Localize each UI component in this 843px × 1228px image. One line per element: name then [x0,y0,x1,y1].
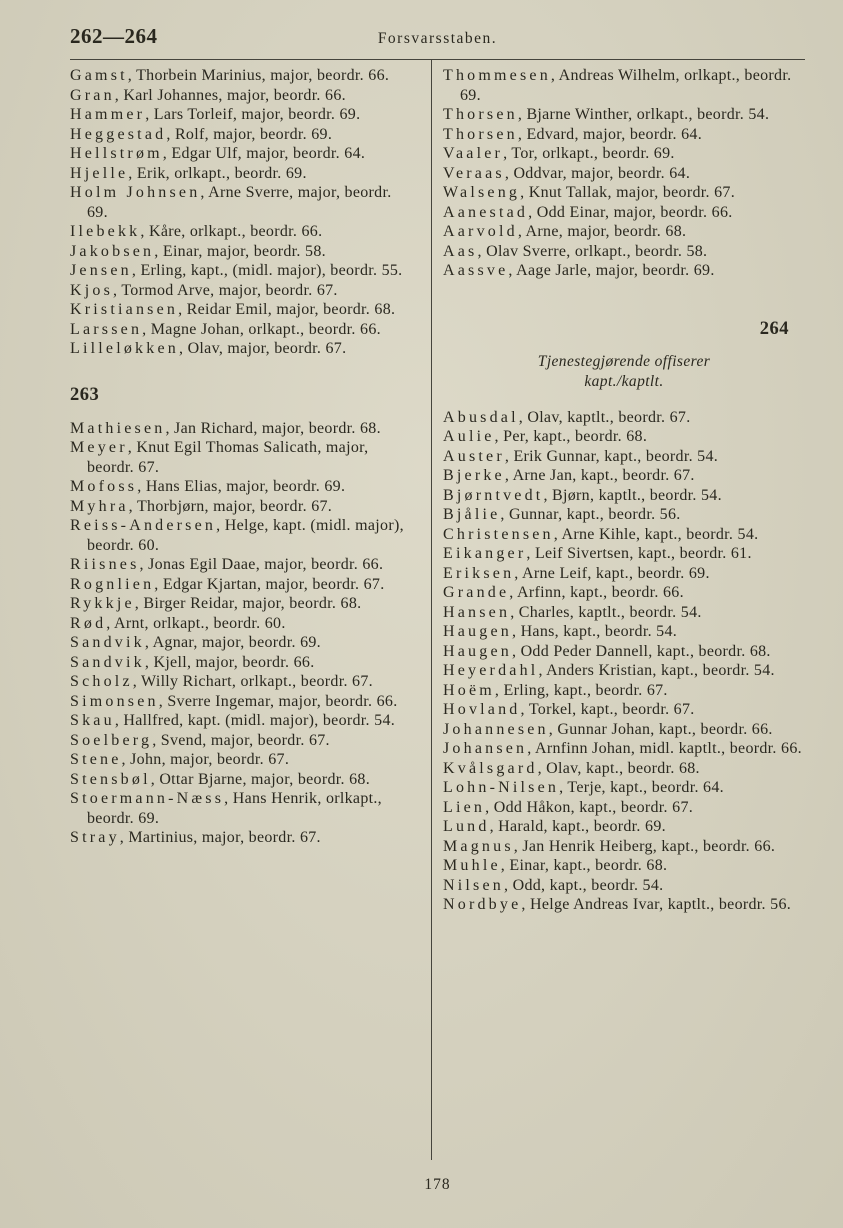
entry-details: , Willy Richart, orlkapt., beordr. 67. [132,673,373,690]
entry-surname: Scholz [70,673,133,690]
entry-details: , Olav Sverre, orlkapt., beordr. 58. [477,242,708,260]
register-entry [443,125,805,145]
register-entry [70,516,414,555]
register-entry [70,614,414,634]
page-number: 178 [424,1176,451,1193]
register-entry [70,281,414,301]
register-entry [443,837,805,857]
entry-surname: Hansen [443,603,511,621]
entry-surname: Kjos [70,281,114,299]
entry-details: , Leif Sivertsen, kapt., beordr. 61. [526,545,752,562]
entry-details: , Helge, kapt. (midl. major), beordr. 60. [87,517,404,554]
register-entry [443,105,805,125]
register-entry [70,300,414,320]
entry-surname: Haugen [443,642,512,660]
register-entry [443,203,805,223]
entry-surname: Johannesen [443,720,549,738]
entry-details: , Erik, orlkapt., beordr. 69. [128,164,307,182]
entry-surname: Eriksen [443,564,515,582]
entry-details: , Arne Kihle, kapt., beordr. 54. [553,525,759,543]
register-entry [443,739,805,759]
register-entry [443,817,805,837]
entry-details: , Helge Andreas Ivar, kaptlt., beordr. 56. [521,896,792,913]
entry-surname: Thommesen [443,67,551,84]
entry-surname: Bjålie [443,506,501,523]
entry-details: , Olav, major, beordr. 67. [178,340,347,357]
entry-surname: Jensen [70,262,132,279]
entry-surname: Stoermann-Næss [70,790,225,807]
register-entry [70,164,414,184]
register-entry [70,320,414,340]
entry-details: , Arne, major, beordr. 68. [517,223,687,240]
entry-details: , Odd Einar, major, beordr. 66. [528,203,733,221]
entry-surname: Simonsen [70,692,159,710]
entry-surname: Aarvold [443,223,518,240]
register-entry [70,339,414,359]
entry-surname: Eikanger [443,545,527,562]
register-entry [443,261,805,281]
section-heading-line2: kapt./kaptlt. [584,372,664,390]
entry-details: , Jan Henrik Heiberg, kapt., beordr. 66. [513,837,776,855]
entry-surname: Kvålsgard [443,759,538,777]
register-entry [443,505,805,525]
entry-details: , Knut Tallak, major, beordr. 67. [520,184,736,201]
register-entry [70,66,414,86]
entry-details: , Jan Richard, major, beordr. 68. [165,419,381,437]
register-entry [70,477,414,497]
register-entry [70,770,414,790]
entry-details: , Arne Sverre, major, beordr. 69. [87,184,392,221]
page-footer [70,1176,805,1194]
entry-details: , Lars Torleif, major, beordr. 69. [145,106,361,123]
register-entry [443,720,805,740]
entry-surname: Aulie [443,428,495,445]
entry-surname: Walseng [443,184,521,201]
entry-details: , Svend, major, beordr. 67. [152,731,330,749]
entry-list-263 [70,419,414,848]
entry-surname: Myhra [70,497,129,515]
entry-details: , John, major, beordr. 67. [121,751,290,768]
register-entry [70,419,414,439]
register-entry [443,661,805,681]
entry-details: , Arfinn, kapt., beordr. 66. [509,584,684,601]
entry-details: , Martinius, major, beordr. 67. [119,829,321,846]
entry-surname: Muhle [443,857,501,874]
register-entry [443,603,805,623]
register-entry [443,622,805,642]
entry-details: , Thorbjørn, major, beordr. 67. [128,497,333,515]
entry-details: , Arnt, orlkapt., beordr. 60. [106,614,286,632]
entry-details: , Arne Leif, kapt., beordr. 69. [514,564,710,582]
entry-details: , Magne Johan, orlkapt., beordr. 66. [142,320,381,338]
entry-surname: Lohn-Nilsen [443,779,560,796]
entry-surname: Hammer [70,106,146,123]
register-entry [443,583,805,603]
entry-surname: Aanestad [443,203,529,221]
entry-surname: Rød [70,614,107,632]
section-number-264: 264 [759,318,789,339]
entry-surname: Magnus [443,837,514,855]
entry-surname: Johansen [443,740,528,757]
entry-details: , Gunnar Johan, kapt., beordr. 66. [548,720,773,738]
entry-surname: Holm Johnsen [70,184,201,201]
entry-surname: Nilsen [443,876,504,894]
entry-surname: Thorsen [443,125,518,143]
entry-details: , Ottar Bjarne, major, beordr. 68. [150,770,370,788]
entry-surname: Lilleløkken [70,340,179,357]
register-entry [70,750,414,770]
register-entry [70,575,414,595]
entry-surname: Soelberg [70,731,153,749]
entry-surname: Bjerke [443,467,505,484]
register-entry [70,497,414,517]
entry-details: , Jonas Egil Daae, major, beordr. 66. [139,556,384,573]
left-column [70,60,432,1160]
entry-surname: Rykkje [70,595,135,612]
entry-surname: Stensbøl [70,770,151,788]
register-entry [443,700,805,720]
register-entry [443,222,805,242]
register-entry [443,564,805,584]
document-page [70,24,805,1228]
entry-surname: Mathiesen [70,419,166,437]
register-entry [443,642,805,662]
entry-details: , Hans Elias, major, beordr. 69. [137,478,346,495]
document-title: Forsvarsstaben. [377,30,498,47]
entry-details: , Per, kapt., beordr. 68. [494,428,648,445]
entry-details: , Charles, kaptlt., beordr. 54. [510,603,702,621]
entry-details: , Aage Jarle, major, beordr. 69. [508,262,715,279]
entry-details: , Terje, kapt., beordr. 64. [559,779,724,796]
register-entry [70,828,414,848]
entry-details: , Erling, kapt., (midl. major), beordr. 55. [131,262,403,279]
entry-details: , Bjarne Winther, orlkapt., beordr. 54. [517,106,770,123]
register-entry [70,86,414,106]
entry-details: , Erik Gunnar, kapt., beordr. 54. [504,447,719,465]
entry-details: , Einar, kapt., beordr. 68. [500,857,668,874]
right-column [432,60,805,1160]
entry-surname: Jakobsen [70,242,155,260]
entry-surname: Abusdal [443,408,519,426]
entry-details: , Torkel, kapt., beordr. 67. [520,701,695,718]
register-entry [70,438,414,477]
entry-details: , Sverre Ingemar, major, beordr. 66. [158,692,398,710]
entry-surname: Ilebekk [70,223,141,240]
entry-details: , Kjell, major, beordr. 66. [144,653,315,671]
register-entry [70,711,414,731]
entry-surname: Larssen [70,320,143,338]
register-entry [443,466,805,486]
entry-surname: Aassve [443,262,509,279]
page-header [70,24,805,58]
entry-details: , Hallfred, kapt. (midl. major), beordr. 54. [114,712,396,729]
entry-surname: Heggestad [70,125,167,143]
entry-list-262 [70,66,414,359]
entry-details: , Odd Peder Dannell, kapt., beordr. 68. [511,642,771,660]
entry-surname: Auster [443,447,505,465]
entry-surname: Vaaler [443,145,504,162]
register-entry [443,242,805,262]
entry-details: , Odd Håkon, kapt., beordr. 67. [485,798,694,816]
register-entry [70,222,414,242]
register-entry [70,242,414,262]
entry-surname: Hovland [443,701,521,718]
entry-surname: Kristiansen [70,301,179,318]
register-entry [443,759,805,779]
section-heading-line1: Tjenestegjørende offiserer [537,352,711,370]
section-heading [443,352,805,392]
entry-surname: Lien [443,798,486,816]
entry-surname: Nordbye [443,896,522,913]
register-entry [70,555,414,575]
entry-surname: Gamst [70,67,128,84]
entry-details: , Olav, kapt., beordr. 68. [537,759,700,777]
entry-details: , Edgar Kjartan, major, beordr. 67. [154,575,385,593]
entry-surname: Grande [443,584,510,601]
entry-surname: Stene [70,751,122,768]
entry-details: , Gunnar, kapt., beordr. 56. [500,506,681,523]
register-entry [443,876,805,896]
entry-surname: Christensen [443,525,554,543]
entry-details: , Rolf, major, beordr. 69. [166,125,333,143]
register-entry [70,653,414,673]
register-entry [70,183,414,222]
entry-surname: Riisnes [70,556,140,573]
register-entry [443,856,805,876]
entry-surname: Hoëm [443,681,495,699]
entry-details: , Olav, kaptlt., beordr. 67. [518,408,691,426]
register-entry [443,681,805,701]
entry-details: , Odd, kapt., beordr. 54. [503,876,664,894]
register-entry [443,408,805,428]
entry-surname: Bjørntvedt [443,486,544,504]
entry-surname: Heyerdahl [443,662,539,679]
entry-details: , Andreas Wilhelm, orlkapt., beordr. 69. [460,67,792,104]
entry-details: , Kåre, orlkapt., beordr. 66. [140,223,323,240]
entry-details: , Harald, kapt., beordr. 69. [489,818,666,835]
entry-details: , Arne Jan, kapt., beordr. 67. [504,467,695,484]
register-entry [443,895,805,915]
entry-surname: Hjelle [70,164,129,182]
entry-surname: Thorsen [443,106,518,123]
entry-surname: Sandvik [70,653,145,671]
entry-surname: Lund [443,818,490,835]
entry-details: , Thorbein Marinius, major, beordr. 66. [127,67,390,84]
register-entry [70,105,414,125]
register-entry [443,778,805,798]
entry-surname: Mofoss [70,478,138,495]
entry-list-264 [443,408,805,915]
entry-details: , Knut Egil Thomas Salicath, major, beordr. 67. [87,439,369,476]
entry-surname: Meyer [70,439,128,456]
entry-details: , Birger Reidar, major, beordr. 68. [134,595,362,612]
section-number-263: 263 [70,384,100,405]
entry-details: , Hans Henrik, orlkapt., beordr. 69. [87,790,382,827]
register-entry [70,594,414,614]
register-entry [443,525,805,545]
register-entry [70,692,414,712]
entry-surname: Gran [70,86,115,104]
entry-surname: Stray [70,829,120,846]
entry-range: 262—264 [70,24,158,48]
entry-details: , Tormod Arve, major, beordr. 67. [113,281,338,299]
entry-details: , Hans, kapt., beordr. 54. [511,623,678,640]
register-entry [70,633,414,653]
entry-details: , Karl Johannes, major, beordr. 66. [114,86,346,104]
entry-details: , Erling, kapt., beordr. 67. [494,681,668,699]
two-column-layout [70,60,805,1160]
register-entry [70,731,414,751]
entry-details: , Edvard, major, beordr. 64. [517,125,703,143]
entry-details: , Agnar, major, beordr. 69. [144,634,321,651]
entry-surname: Skau [70,712,115,729]
entry-surname: Haugen [443,623,512,640]
entry-details: , Anders Kristian, kapt., beordr. 54. [538,662,775,679]
entry-details: , Bjørn, kaptlt., beordr. 54. [543,486,722,504]
register-entry [443,183,805,203]
register-entry [70,144,414,164]
entry-surname: Aas [443,242,478,260]
entry-details: , Reidar Emil, major, beordr. 68. [178,301,396,318]
entry-details: , Tor, orlkapt., beordr. 69. [503,145,675,162]
entry-details: , Oddvar, major, beordr. 64. [504,164,691,182]
register-entry [443,447,805,467]
register-entry [443,144,805,164]
register-entry [70,125,414,145]
entry-surname: Hellstrøm [70,145,163,162]
entry-surname: Veraas [443,164,505,182]
entry-details: , Edgar Ulf, major, beordr. 64. [162,145,366,162]
register-entry [70,789,414,828]
register-entry [443,164,805,184]
entry-surname: Sandvik [70,634,145,651]
register-entry [443,486,805,506]
entry-details: , Einar, major, beordr. 58. [154,242,326,260]
register-entry [443,66,805,105]
register-entry [70,261,414,281]
entry-details: , Arnfinn Johan, midl. kaptlt., beordr. 66. [527,740,802,757]
register-entry [443,427,805,447]
entry-surname: Reiss-Andersen [70,517,217,534]
register-entry [443,798,805,818]
register-entry [443,544,805,564]
register-entry [70,672,414,692]
entry-surname: Rognlien [70,575,155,593]
entry-list-263-cont [443,66,805,281]
